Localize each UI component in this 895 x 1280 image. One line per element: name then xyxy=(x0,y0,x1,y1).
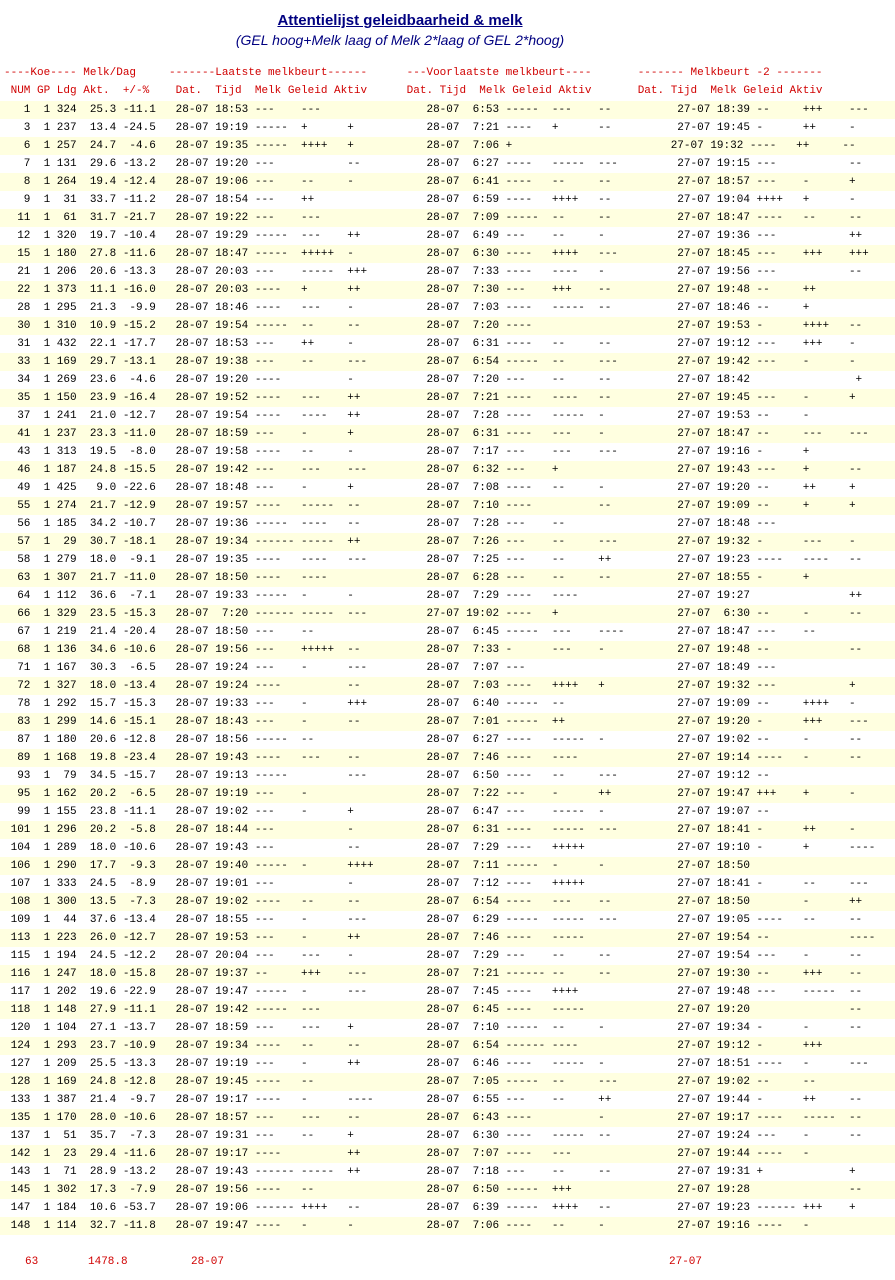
table-row: 11 1 61 31.7 -21.7 28-07 19:22 --- --- 28-07 7:09 ----- -- -- 27-07 18:47 ---- -- -- xyxy=(0,209,895,227)
table-row: 68 1 136 34.6 -10.6 28-07 19:56 --- +++++ -- 28-07 7:33 - --- - 27-07 19:48 -- -- xyxy=(0,641,895,659)
table-row: 72 1 327 18.0 -13.4 28-07 19:24 ---- -- 28-07 7:03 ---- ++++ + 27-07 19:32 --- + xyxy=(0,677,895,695)
table-row: 67 1 219 21.4 -20.4 28-07 18:50 --- -- 28-07 6:45 ----- --- ---- 27-07 18:47 --- -- xyxy=(4,626,816,638)
table-row: 109 1 44 37.6 -13.4 28-07 18:55 --- - --- 28-07 6:29 ----- ----- --- 27-07 19:05 ---- -- -- xyxy=(4,914,863,926)
table-row: 35 1 150 23.9 -16.4 28-07 19:52 ---- --- ++ 28-07 7:21 ---- ---- -- 27-07 19:45 --- - + xyxy=(0,389,895,407)
table-row: 87 1 180 20.6 -12.8 28-07 18:56 ----- -- 28-07 6:27 ---- ----- - 27-07 19:02 -- - -- xyxy=(4,734,863,746)
page-title: Attentielijst geleidbaarheid & melk xyxy=(277,12,523,29)
table-row: 116 1 247 18.0 -15.8 28-07 19:37 -- +++ --- 28-07 7:21 ------ -- -- 27-07 19:30 -- +++ -- xyxy=(0,965,895,983)
table-row: 34 1 269 23.6 -4.6 28-07 19:20 ---- - 28-07 7:20 --- -- -- 27-07 18:42 + xyxy=(4,374,863,386)
cow-list xyxy=(0,101,895,1235)
table-row: 89 1 168 19.8 -23.4 28-07 19:43 ---- --- -- 28-07 7:46 ---- ---- 27-07 19:14 ---- - -- xyxy=(0,749,895,767)
table-row: 142 1 23 29.4 -11.6 28-07 19:17 ---- ++ 28-07 7:07 ---- --- 27-07 19:44 ---- - xyxy=(0,1145,895,1163)
table-row: 63 1 307 21.7 -11.0 28-07 18:50 ---- ---- 28-07 6:28 --- -- -- 27-07 18:55 - + xyxy=(0,569,895,587)
table-row: 9 1 31 33.7 -11.2 28-07 18:54 --- ++ 28-07 6:59 ---- ++++ -- 27-07 19:04 ++++ + - xyxy=(4,194,856,206)
table-row: 135 1 170 28.0 -10.6 28-07 18:57 --- --- -- 28-07 6:43 ---- - 27-07 19:17 ---- ----- -- xyxy=(0,1109,895,1127)
table-row: 22 1 373 11.1 -16.0 28-07 20:03 ---- + ++ 28-07 7:30 --- +++ -- 27-07 19:48 -- ++ xyxy=(0,281,895,299)
table-row: 120 1 104 27.1 -13.7 28-07 18:59 --- --- + 28-07 7:10 ----- -- - 27-07 19:34 - - -- xyxy=(4,1022,863,1034)
table-row: 66 1 329 23.5 -15.3 28-07 7:20 ------ ----- --- 27-07 19:02 ---- + 27-07 6:30 -- - -- xyxy=(0,605,895,623)
table-row: 30 1 310 10.9 -15.2 28-07 19:54 ----- -- -- 28-07 7:20 ---- 27-07 19:53 - ++++ -- xyxy=(0,317,895,335)
table-row: 124 1 293 23.7 -10.9 28-07 19:34 ---- -- -- 28-07 6:54 ------ ---- 27-07 19:12 - +++ xyxy=(0,1037,895,1055)
table-row: 95 1 162 20.2 -6.5 28-07 19:19 --- - 28-07 7:22 --- - ++ 27-07 19:47 +++ + - xyxy=(0,785,895,803)
table-row: 56 1 185 34.2 -10.7 28-07 19:36 ----- ---- -- 28-07 7:28 --- -- 27-07 18:48 --- xyxy=(4,518,777,530)
table-row: 113 1 223 26.0 -12.7 28-07 19:53 --- - ++ 28-07 7:46 ---- ----- 27-07 19:54 -- ---- xyxy=(0,929,895,947)
table-row: 1 1 324 25.3 -11.1 28-07 18:53 --- --- 28-07 6:53 ----- --- -- 27-07 18:39 -- +++ --- xyxy=(0,101,895,119)
page-subtitle: (GEL hoog+Melk laag of Melk 2*laag of GEL 2*hoog) xyxy=(235,32,565,48)
table-row: 137 1 51 35.7 -7.3 28-07 19:31 --- -- + 28-07 6:30 ---- ----- -- 27-07 19:24 --- - -- xyxy=(4,1130,863,1142)
table-row: 55 1 274 21.7 -12.9 28-07 19:57 ---- ----- -- 28-07 7:10 ---- -- 27-07 19:09 -- + + xyxy=(0,497,895,515)
table-row: 93 1 79 34.5 -15.7 28-07 19:13 ----- --- 28-07 6:50 ---- -- --- 27-07 19:12 -- xyxy=(4,770,770,782)
table-row: 133 1 387 21.4 -9.7 28-07 19:17 ---- - ---- 28-07 6:55 --- -- ++ 27-07 19:44 - ++ -- xyxy=(4,1094,863,1106)
total-milk: 1478.8 xyxy=(88,1256,128,1268)
table-row: 117 1 202 19.6 -22.9 28-07 19:47 ----- - --- 28-07 7:45 ---- ++++ 27-07 19:48 --- ----- -- xyxy=(4,986,863,998)
table-row: 107 1 333 24.5 -8.9 28-07 19:01 --- - 28-07 7:12 ---- +++++ 27-07 18:41 - -- --- xyxy=(4,878,869,890)
table-row: 37 1 241 21.0 -12.7 28-07 19:54 ---- ---- ++ 28-07 7:28 ---- ----- - 27-07 19:53 -- - xyxy=(4,410,810,422)
total-date-m2: 27-07 xyxy=(669,1256,703,1268)
table-row: 3 1 237 13.4 -24.5 28-07 19:19 ----- + + 28-07 7:21 ---- + -- 27-07 19:45 - ++ - xyxy=(4,122,856,134)
table-row: 33 1 169 29.7 -13.1 28-07 19:38 --- -- --- 28-07 6:54 ----- -- --- 27-07 19:42 --- - - xyxy=(0,353,895,371)
total-cow-count: 63 xyxy=(25,1256,39,1268)
table-row: 83 1 299 14.6 -15.1 28-07 18:43 --- - -- 28-07 7:01 ----- ++ 27-07 19:20 - +++ --- xyxy=(0,713,895,731)
table-row: 128 1 169 24.8 -12.8 28-07 19:45 ---- -- 28-07 7:05 ----- -- --- 27-07 19:02 -- -- xyxy=(0,1073,895,1091)
table-row: 6 1 257 24.7 -4.6 28-07 19:35 ----- ++++ + 28-07 7:06 + 27-07 19:32 ---- ++ -- xyxy=(0,137,895,155)
table-row: 7 1 131 29.6 -13.2 28-07 19:20 --- -- 28-07 6:27 ---- ----- --- 27-07 19:15 --- -- xyxy=(4,158,863,170)
table-row: 43 1 313 19.5 -8.0 28-07 19:58 ---- -- - 28-07 7:17 --- --- --- 27-07 19:16 - + xyxy=(4,446,810,458)
table-row: 99 1 155 23.8 -11.1 28-07 19:02 --- - + 28-07 6:47 --- ----- - 27-07 19:07 -- xyxy=(4,806,770,818)
table-row: 148 1 114 32.7 -11.8 28-07 19:47 ---- - - 28-07 7:06 ---- -- - 27-07 19:16 ---- - xyxy=(0,1217,895,1235)
table-row: 127 1 209 25.5 -13.3 28-07 19:19 --- - ++ 28-07 6:46 ---- ----- - 27-07 18:51 ---- - --- xyxy=(4,1058,869,1070)
table-row: 115 1 194 24.5 -12.2 28-07 20:04 --- --- - 28-07 7:29 --- -- -- 27-07 19:54 --- - -- xyxy=(4,950,863,962)
table-row: 58 1 279 18.0 -9.1 28-07 19:35 ---- ---- --- 28-07 7:25 --- -- ++ 27-07 19:23 ---- ---- -- xyxy=(4,554,863,566)
column-header: NUM GP Ldg Akt. +/-% Dat. Tijd Melk Geleid Aktiv Dat. Tijd Melk Geleid Aktiv Dat. Tijd Melk Geleid Aktiv xyxy=(4,85,823,97)
total-date-last: 28-07 xyxy=(191,1256,225,1268)
table-row: 12 1 320 19.7 -10.4 28-07 19:29 ----- --- ++ 28-07 6:49 --- -- - 27-07 19:36 --- ++ xyxy=(4,230,863,242)
table-row: 28 1 295 21.3 -9.9 28-07 18:46 ---- --- - 28-07 7:03 ---- ----- -- 27-07 18:46 -- + xyxy=(4,302,810,314)
table-row: 106 1 290 17.7 -9.3 28-07 19:40 ----- - ++++ 28-07 7:11 ----- - - 27-07 18:50 xyxy=(0,857,895,875)
table-row: 64 1 112 36.6 -7.1 28-07 19:33 ----- - - 28-07 7:29 ---- ---- 27-07 19:27 ++ xyxy=(4,590,863,602)
table-row: 31 1 432 22.1 -17.7 28-07 18:53 --- ++ - 28-07 6:31 ---- -- -- 27-07 19:12 --- +++ - xyxy=(4,338,856,350)
table-row: 41 1 237 23.3 -11.0 28-07 18:59 --- - + 28-07 6:31 ---- --- - 27-07 18:47 -- --- --- xyxy=(0,425,895,443)
table-row: 104 1 289 18.0 -10.6 28-07 19:43 --- -- 28-07 7:29 ---- +++++ 27-07 19:10 - + ---- xyxy=(4,842,876,854)
table-row: 147 1 184 10.6 -53.7 28-07 19:06 ------ ++++ -- 28-07 6:39 ----- ++++ -- 27-07 19:23 ------ +++ + xyxy=(4,1202,856,1214)
table-row: 78 1 292 15.7 -15.3 28-07 19:33 --- - +++ 28-07 6:40 ----- -- 27-07 19:09 -- ++++ - xyxy=(4,698,856,710)
column-group-header: ----Koe---- Melk/Dag -------Laatste melkbeurt------ ---Voorlaatste melkbeurt---- ------- Melkbeurt -2 ------- xyxy=(4,67,823,79)
table-row: 143 1 71 28.9 -13.2 28-07 19:43 ------ ----- ++ 28-07 7:18 --- -- -- 27-07 19:31 + + xyxy=(4,1166,856,1178)
table-row: 49 1 425 9.0 -22.6 28-07 18:48 --- - + 28-07 7:08 ---- -- - 27-07 19:20 -- ++ + xyxy=(4,482,856,494)
table-row: 15 1 180 27.8 -11.6 28-07 18:47 ----- +++++ - 28-07 6:30 ---- ++++ --- 27-07 18:45 --- +++ +++ xyxy=(0,245,895,263)
table-row: 118 1 148 27.9 -11.1 28-07 19:42 ----- --- 28-07 6:45 ---- ----- 27-07 19:20 -- xyxy=(0,1001,895,1019)
table-row: 101 1 296 20.2 -5.8 28-07 18:44 --- - 28-07 6:31 ---- ----- --- 27-07 18:41 - ++ - xyxy=(0,821,895,839)
table-row: 8 1 264 19.4 -12.4 28-07 19:06 --- -- - 28-07 6:41 ---- -- -- 27-07 18:57 --- - + xyxy=(0,173,895,191)
table-row: 46 1 187 24.8 -15.5 28-07 19:42 --- --- --- 28-07 6:32 --- + 27-07 19:43 --- + -- xyxy=(0,461,895,479)
table-row: 57 1 29 30.7 -18.1 28-07 19:34 ------ ----- ++ 28-07 7:26 --- -- --- 27-07 19:32 - --- - xyxy=(0,533,895,551)
table-row: 71 1 167 30.3 -6.5 28-07 19:24 --- - --- 28-07 7:07 --- 27-07 18:49 --- xyxy=(4,662,777,674)
table-row: 108 1 300 13.5 -7.3 28-07 19:02 ---- -- -- 28-07 6:54 ---- --- -- 27-07 18:50 - ++ xyxy=(0,893,895,911)
table-row: 21 1 206 20.6 -13.3 28-07 20:03 --- ----- +++ 28-07 7:33 ---- ---- - 27-07 19:56 --- -- xyxy=(4,266,863,278)
table-row: 145 1 302 17.3 -7.9 28-07 19:56 ---- -- 28-07 6:50 ----- +++ 27-07 19:28 -- xyxy=(0,1181,895,1199)
